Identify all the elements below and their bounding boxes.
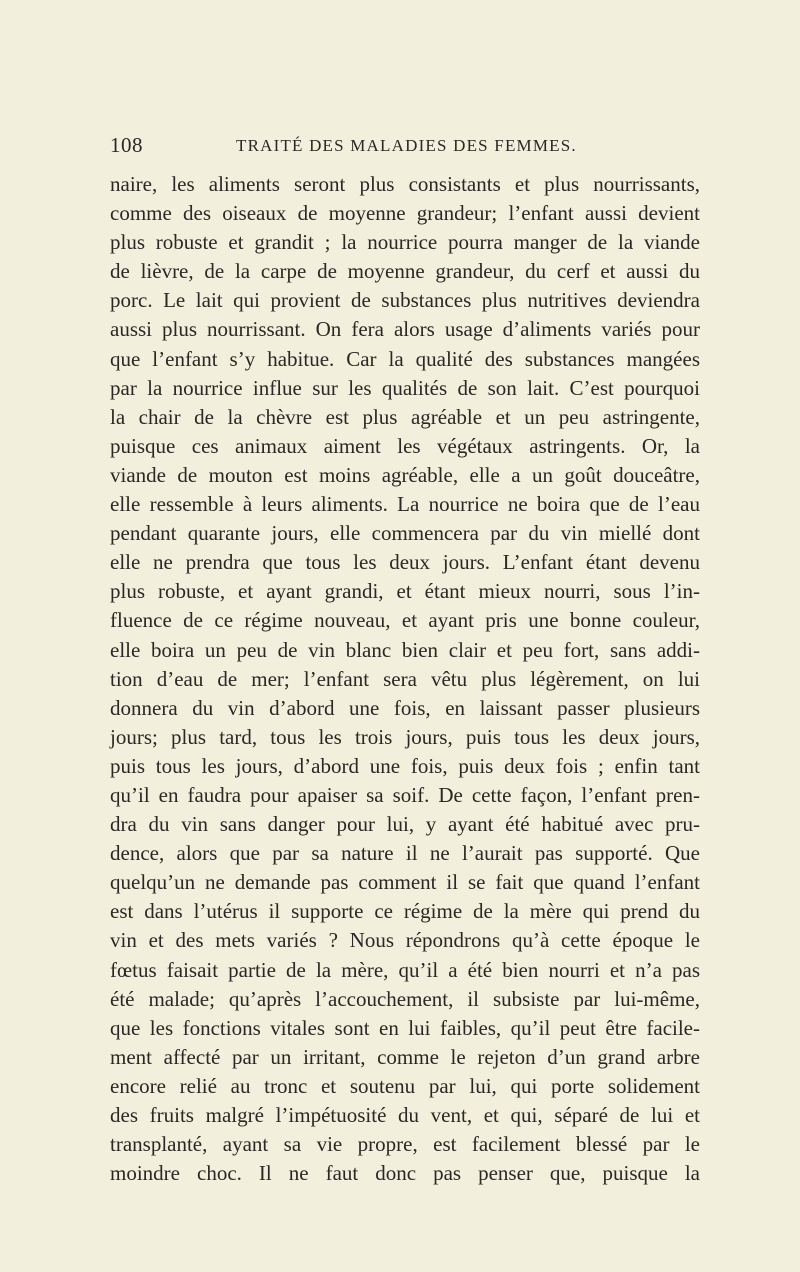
text-line: transplanté, ayant sa vie propre, est facilement blessé par le [110, 1132, 700, 1157]
text-line: des fruits malgré l’impétuosité du vent, et qui, séparé de lui et [110, 1103, 700, 1127]
text-line: naire, les aliments seront plus consistants et plus nourrissants, [110, 172, 700, 196]
text-line: elle ne prendra que tous les deux jours. L’enfant étant devenu [110, 550, 700, 575]
text-line: qu’il en faudra pour apaiser sa soif. De cette façon, l’enfant pren- [110, 782, 700, 807]
running-title: TRAITÉ DES MALADIES DES FEMMES. [236, 136, 577, 155]
text-line: fluence de ce régime nouveau, et ayant pris une bonne couleur, [110, 608, 700, 633]
text-line: donnera du vin d’abord une fois, en laissant passer plusieurs [110, 695, 700, 720]
text-line: comme des oiseaux de moyenne grandeur; l’enfant aussi devient [110, 201, 700, 226]
text-line: puisque ces animaux aiment les végétaux astringents. Or, la [110, 433, 700, 458]
text-line: que l’enfant s’y habitue. Car la qualité des substances mangées [110, 346, 700, 371]
text-line: porc. Le lait qui provient de substances plus nutritives deviendra [110, 288, 700, 313]
text-line: que les fonctions vitales sont en lui faibles, qu’il peut être facile- [110, 1015, 700, 1040]
text-line: est dans l’utérus il supporte ce régime de la mère qui prend du [110, 899, 700, 924]
body-text [110, 170, 700, 1188]
text-line: de lièvre, de la carpe de moyenne grandeur, du cerf et aussi du [110, 259, 700, 284]
text-line: jours; plus tard, tous les trois jours, puis tous les deux jours, [110, 724, 700, 749]
text-line: plus robuste, et ayant grandi, et étant mieux nourri, sous l’in- [110, 579, 700, 604]
text-line: moindre choc. Il ne faut donc pas penser que, puisque la [110, 1161, 700, 1186]
text-line: la chair de la chèvre est plus agréable et un peu astringente, [110, 404, 700, 429]
page-header [110, 133, 698, 163]
text-line: elle ressemble à leurs aliments. La nourrice ne boira que de l’eau [110, 492, 700, 517]
text-line: viande de mouton est moins agréable, elle a un goût douceâtre, [110, 462, 700, 487]
text-line: par la nourrice influe sur les qualités de son lait. C’est pourquoi [110, 375, 700, 400]
text-line: dence, alors que par sa nature il ne l’aurait pas supporté. Que [110, 841, 700, 866]
text-line: été malade; qu’après l’accouchement, il subsiste par lui-même, [110, 986, 700, 1011]
page-number: 108 [110, 133, 143, 157]
text-line: dra du vin sans danger pour lui, y ayant été habitué avec pru- [110, 812, 700, 837]
text-line: tion d’eau de mer; l’enfant sera vêtu plus légèrement, on lui [110, 666, 700, 691]
text-line: aussi plus nourrissant. On fera alors usage d’aliments variés pour [110, 317, 700, 342]
text-line: ment affecté par un irritant, comme le rejeton d’un grand arbre [110, 1044, 700, 1069]
text-line: elle boira un peu de vin blanc bien clair et peu fort, sans addi- [110, 637, 700, 662]
text-line: plus robuste et grandit ; la nourrice pourra manger de la viande [110, 230, 700, 255]
text-line: pendant quarante jours, elle commencera par du vin miellé dont [110, 521, 700, 546]
text-line: fœtus faisait partie de la mère, qu’il a été bien nourri et n’a pas [110, 957, 700, 982]
text-line: vin et des mets variés ? Nous répondrons qu’à cette époque le [110, 928, 700, 953]
text-line: quelqu’un ne demande pas comment il se fait que quand l’enfant [110, 870, 700, 895]
text-line: encore relié au tronc et soutenu par lui, qui porte solidement [110, 1073, 700, 1098]
text-line: puis tous les jours, d’abord une fois, puis deux fois ; enfin tant [110, 753, 700, 778]
